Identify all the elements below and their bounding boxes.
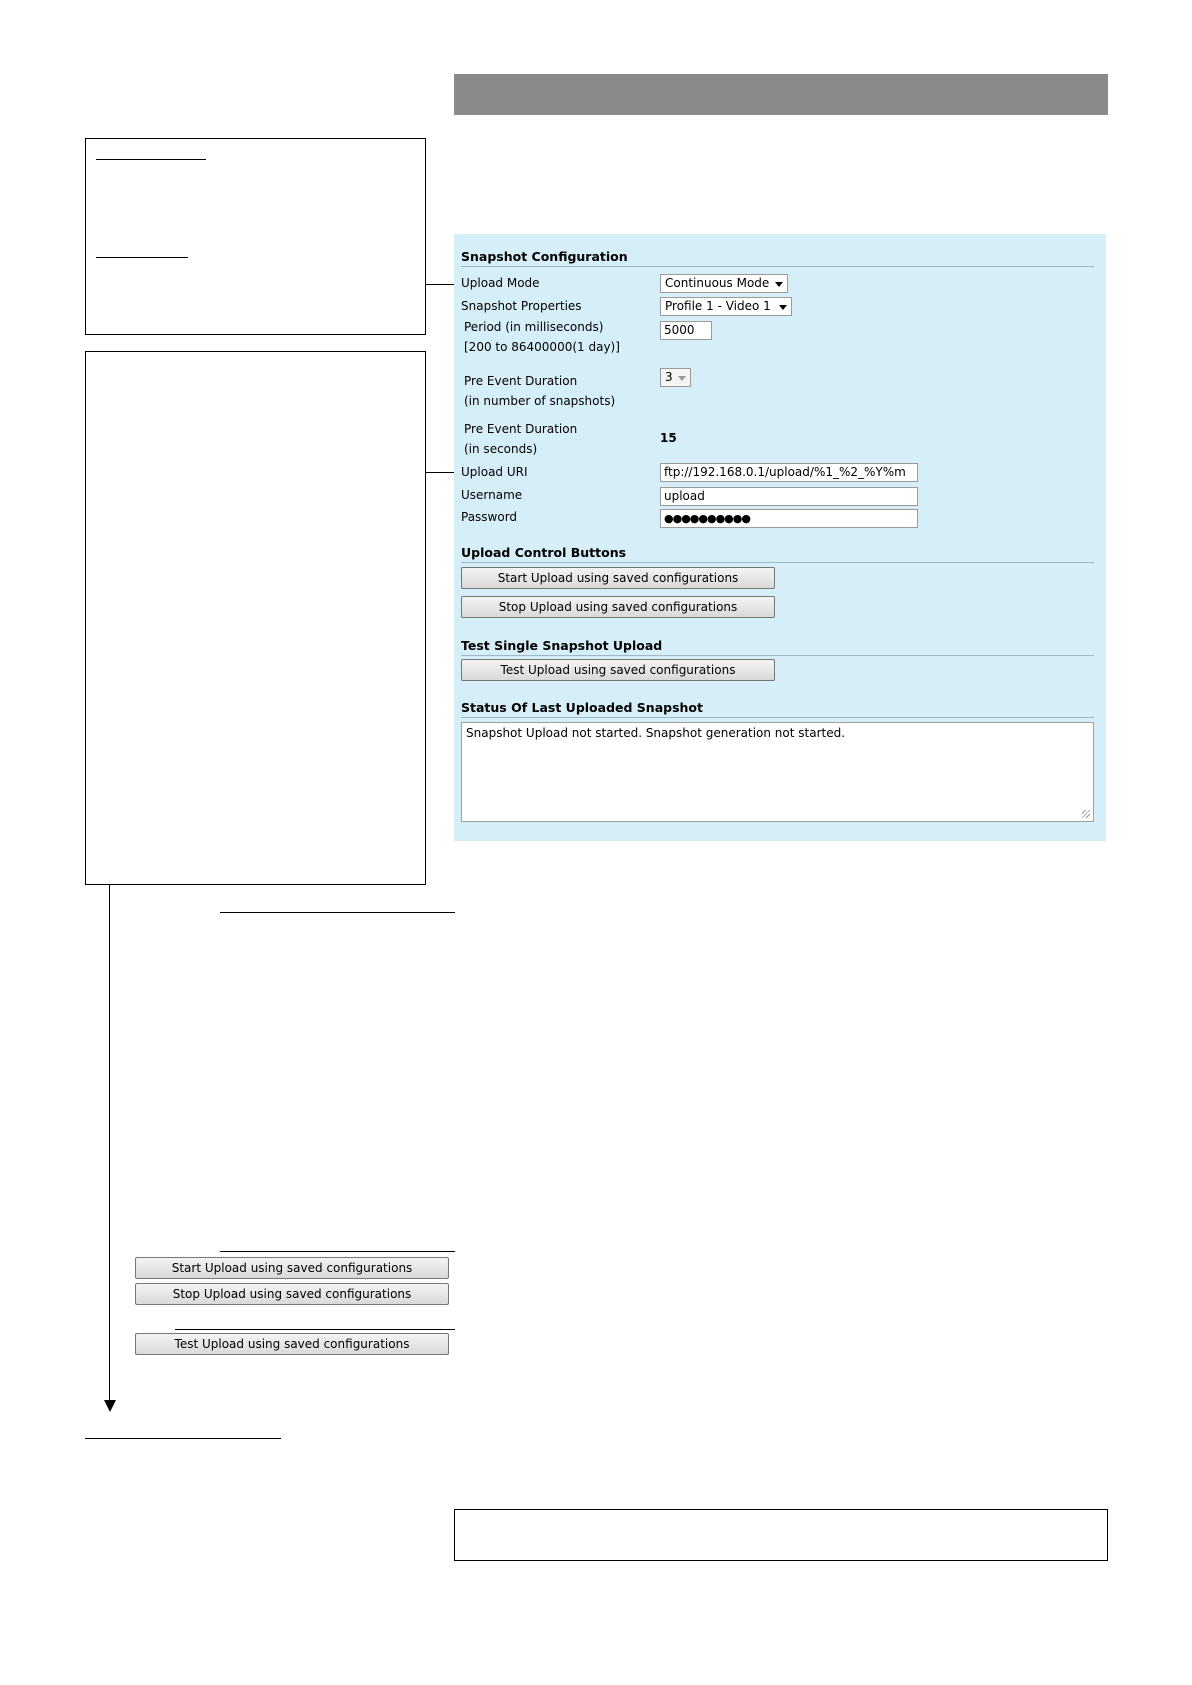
start-upload-button-illustration[interactable]: Start Upload using saved configurations bbox=[135, 1257, 449, 1279]
pre-event-seconds-label-line1: Pre Event Duration bbox=[464, 422, 578, 436]
upload-uri-input[interactable]: ftp://192.168.0.1/upload/%1_%2_%Y%m bbox=[660, 463, 918, 482]
stop-upload-button[interactable]: Stop Upload using saved configurations bbox=[461, 596, 775, 618]
chevron-down-icon bbox=[775, 282, 783, 287]
callout-box-upload-mode bbox=[85, 138, 426, 335]
flow-line bbox=[109, 885, 110, 1403]
test-upload-button[interactable]: Test Upload using saved configurations bbox=[461, 659, 775, 681]
heading-rule-3 bbox=[175, 1329, 455, 1330]
pre-event-count-value: 3 bbox=[665, 370, 673, 384]
upload-mode-label: Upload Mode bbox=[461, 276, 540, 290]
section-test-single-snapshot-upload: Test Single Snapshot Upload bbox=[461, 638, 1094, 656]
pre-event-count-label-line1: Pre Event Duration bbox=[464, 374, 578, 388]
period-label-line1: Period (in milliseconds) bbox=[464, 320, 604, 334]
callout-heading-underline-2 bbox=[96, 257, 188, 258]
connector-upload-uri bbox=[426, 472, 456, 473]
section-upload-control-buttons: Upload Control Buttons bbox=[461, 545, 1094, 563]
pre-event-seconds-value: 15 bbox=[660, 431, 677, 445]
stop-upload-button-illustration[interactable]: Stop Upload using saved configurations bbox=[135, 1283, 449, 1305]
resize-grip-icon[interactable] bbox=[1082, 810, 1090, 818]
upload-mode-value: Continuous Mode bbox=[665, 276, 770, 290]
section-header-bar bbox=[454, 74, 1108, 115]
period-label-line2: [200 to 86400000(1 day)] bbox=[464, 340, 620, 354]
pre-event-seconds-label bbox=[464, 419, 577, 459]
connector-upload-mode bbox=[426, 284, 456, 285]
period-input[interactable]: 5000 bbox=[660, 321, 712, 340]
heading-rule-1 bbox=[220, 912, 455, 913]
status-text: Snapshot Upload not started. Snapshot generation not started. bbox=[466, 726, 846, 740]
snapshot-properties-select[interactable] bbox=[660, 297, 792, 316]
arrow-down-icon bbox=[104, 1400, 116, 1412]
section-snapshot-configuration: Snapshot Configuration bbox=[461, 249, 1094, 267]
username-input[interactable]: upload bbox=[660, 487, 918, 506]
callout-box-upload-uri bbox=[85, 351, 426, 885]
section-status-last-uploaded: Status Of Last Uploaded Snapshot bbox=[461, 700, 1094, 718]
snapshot-configuration-panel bbox=[454, 234, 1106, 841]
snapshot-properties-value: Profile 1 - Video 1 bbox=[665, 299, 771, 313]
period-label bbox=[464, 317, 620, 357]
heading-rule-4 bbox=[85, 1438, 281, 1439]
note-box bbox=[454, 1509, 1108, 1561]
password-input[interactable]: ●●●●●●●●●● bbox=[660, 509, 918, 528]
upload-uri-label: Upload URI bbox=[461, 465, 528, 479]
username-label: Username bbox=[461, 488, 523, 502]
heading-rule-2 bbox=[220, 1251, 455, 1252]
pre-event-seconds-label-line2: (in seconds) bbox=[464, 442, 538, 456]
start-upload-button[interactable]: Start Upload using saved configurations bbox=[461, 567, 775, 589]
pre-event-count-label bbox=[464, 371, 615, 411]
upload-mode-select[interactable] bbox=[660, 274, 788, 293]
pre-event-count-select[interactable] bbox=[660, 368, 691, 387]
callout-heading-underline-1 bbox=[96, 159, 206, 160]
password-label: Password bbox=[461, 510, 518, 524]
chevron-down-icon bbox=[779, 305, 787, 310]
status-textarea[interactable] bbox=[461, 722, 1094, 822]
test-upload-button-illustration[interactable]: Test Upload using saved configurations bbox=[135, 1333, 449, 1355]
pre-event-count-label-line2: (in number of snapshots) bbox=[464, 394, 616, 408]
chevron-down-icon bbox=[678, 376, 686, 381]
snapshot-properties-label: Snapshot Properties bbox=[461, 299, 582, 313]
